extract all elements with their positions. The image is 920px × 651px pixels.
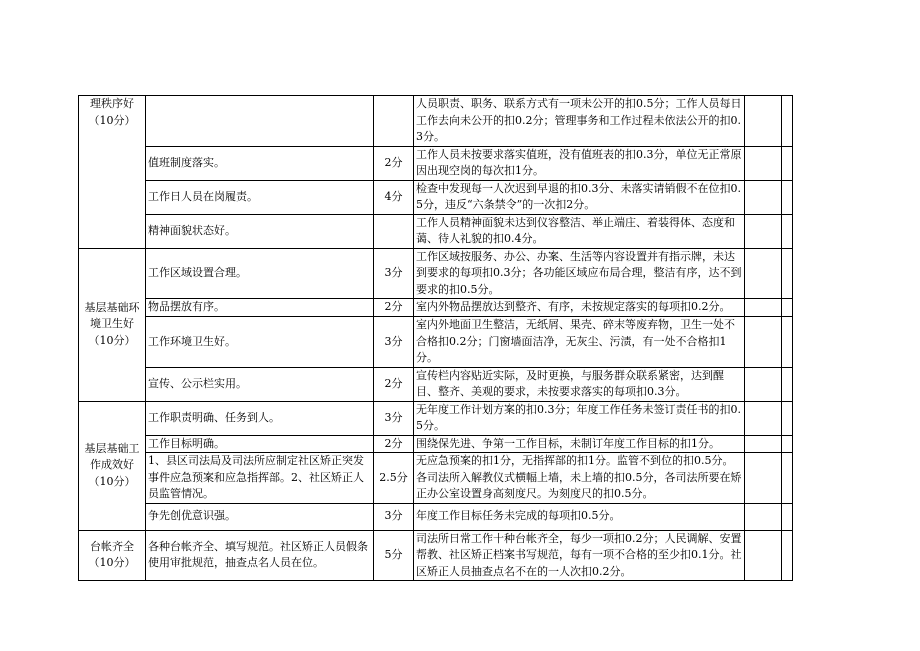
rule-cell: 人员职责、职务、联系方式有一项未公开的扣0.5分；工作人员每日工作去向未公开的扣0.2分；管理事务和工作过程未依法公开的扣0.3分。 — [414, 96, 745, 147]
score-cell: 5分 — [374, 530, 414, 581]
blank-cell — [782, 180, 793, 214]
rule-cell: 室内外地面卫生整洁，无纸屑、果壳、碎末等废弃物，卫生一处不合格扣0.2分；门窗墙面洁净，无灰尘、污渍，有一处不合格扣1分。 — [414, 317, 745, 368]
category-score-text: （10分） — [88, 556, 136, 570]
score-cell: 2.5分 — [374, 453, 414, 504]
blank-cell — [782, 317, 793, 368]
blank-cell — [782, 401, 793, 435]
item-cell: 工作日人员在岗履责。 — [146, 180, 374, 214]
item-cell — [146, 96, 374, 147]
rule-cell: 工作人员未按要求落实值班，没有值班表的扣0.3分，单位无正常原因出现空岗的每次扣1分。 — [414, 146, 745, 180]
blank-cell — [745, 146, 782, 180]
score-cell: 2分 — [374, 367, 414, 401]
item-cell: 物品摆放有序。 — [146, 299, 374, 317]
blank-cell — [745, 96, 782, 147]
item-cell: 工作职责明确、任务到人。 — [146, 401, 374, 435]
blank-cell — [745, 530, 782, 581]
blank-cell — [745, 435, 782, 453]
category-cell — [79, 96, 146, 249]
blank-cell — [745, 180, 782, 214]
category-text: 基层基础环 — [84, 300, 140, 314]
blank-cell — [745, 453, 782, 504]
category-text: 基层基础工 — [84, 441, 140, 455]
blank-cell — [745, 214, 782, 248]
rule-cell: 工作人员精神面貌未达到仪容整洁、举止端庄、着装得体、态度和蔼、待人礼貌的扣0.4分。 — [414, 214, 745, 248]
item-cell: 工作环境卫生好。 — [146, 317, 374, 368]
category-cell — [79, 248, 146, 401]
table-row — [79, 317, 793, 368]
score-cell: 4分 — [374, 180, 414, 214]
rule-cell: 无年度工作计划方案的扣0.3分；年度工作任务未签订责任书的扣0.5分。 — [414, 401, 745, 435]
table-row — [79, 453, 793, 504]
rule-cell: 年度工作目标任务未完成的每项扣0.5分。 — [414, 503, 745, 530]
score-cell: 2分 — [374, 299, 414, 317]
category-score-text: （10分） — [88, 333, 136, 347]
blank-cell — [782, 435, 793, 453]
table-row — [79, 180, 793, 214]
blank-cell — [745, 248, 782, 299]
item-cell: 工作区域设置合理。 — [146, 248, 374, 299]
blank-cell — [782, 299, 793, 317]
item-cell: 工作目标明确。 — [146, 435, 374, 453]
table-row — [79, 401, 793, 435]
blank-cell — [782, 96, 793, 147]
table-row — [79, 299, 793, 317]
category-text: 作成效好 — [90, 458, 134, 472]
table-row — [79, 435, 793, 453]
rule-cell: 工作区域按服务、办公、办案、生活等内容设置并有指示牌，未达到要求的每项扣0.3分；各功能区域应布局合理，整洁有序，达不到要求的扣0.5分。 — [414, 248, 745, 299]
table-row — [79, 96, 793, 147]
blank-cell — [745, 317, 782, 368]
score-cell: 2分 — [374, 146, 414, 180]
rule-cell: 室内外物品摆放达到整齐、有序，未按规定落实的每项扣0.2分。 — [414, 299, 745, 317]
score-cell: 3分 — [374, 503, 414, 530]
category-cell — [79, 530, 146, 581]
table-row — [79, 503, 793, 530]
rule-cell: 司法所日常工作十种台帐齐全，每少一项扣0.2分；人民调解、安置帮教、社区矫正档案书写规范，每有一项不合格的至少扣0.1分。社区矫正人员抽查点名不在的一人次扣0.2分。 — [414, 530, 745, 581]
rule-cell: 围绕保先进、争第一工作目标，未制订年度工作目标的扣1分。 — [414, 435, 745, 453]
blank-cell — [745, 401, 782, 435]
evaluation-table — [78, 95, 793, 581]
category-score-text: （10分） — [88, 474, 136, 488]
blank-cell — [782, 530, 793, 581]
table-row — [79, 146, 793, 180]
blank-cell — [782, 248, 793, 299]
blank-cell — [782, 146, 793, 180]
item-cell: 争先创优意识强。 — [146, 503, 374, 530]
item-cell: 值班制度落实。 — [146, 146, 374, 180]
score-cell: 2分 — [374, 435, 414, 453]
category-cell — [79, 401, 146, 530]
category-score-text: （10分） — [88, 113, 136, 127]
blank-cell — [745, 299, 782, 317]
category-text: 境卫生好 — [90, 317, 134, 331]
score-cell: 3分 — [374, 317, 414, 368]
rule-cell: 宣传栏内容贴近实际，及时更换，与服务群众联系紧密，达到醒目、整齐、美观的要求，未按要求落实的每项扣0.3分。 — [414, 367, 745, 401]
blank-cell — [745, 367, 782, 401]
table-row — [79, 530, 793, 581]
table-row — [79, 367, 793, 401]
item-cell: 1、县区司法局及司法所应制定社区矫正突发事件应急预案和应急指挥部。2、社区矫正人员监管情况。 — [146, 453, 374, 504]
category-text: 理秩序好 — [90, 97, 134, 110]
score-cell — [374, 96, 414, 147]
blank-cell — [782, 214, 793, 248]
blank-cell — [782, 367, 793, 401]
score-cell — [374, 214, 414, 248]
rule-cell: 检查中发现每一人次迟到早退的扣0.3分、未落实请销假不在位扣0.5分，违反“六条禁令”的一次扣2分。 — [414, 180, 745, 214]
rule-cell: 无应急预案的扣1分，无指挥部的扣1分。监管不到位的扣0.5分。各司法所入解教仪式横幅上墙，未上墙的扣0.5分，各司法所要在矫正办公室设置身高刻度尺。为刻度尺的扣0.5分。 — [414, 453, 745, 504]
category-text: 台帐齐全 — [90, 539, 134, 553]
table-row — [79, 214, 793, 248]
item-cell: 精神面貌状态好。 — [146, 214, 374, 248]
item-cell: 宣传、公示栏实用。 — [146, 367, 374, 401]
item-cell: 各种台帐齐全、填写规范。社区矫正人员假条使用审批规范，抽查点名人员在位。 — [146, 530, 374, 581]
blank-cell — [782, 453, 793, 504]
score-cell: 3分 — [374, 248, 414, 299]
blank-cell — [782, 503, 793, 530]
score-cell: 3分 — [374, 401, 414, 435]
table-row — [79, 248, 793, 299]
blank-cell — [745, 503, 782, 530]
